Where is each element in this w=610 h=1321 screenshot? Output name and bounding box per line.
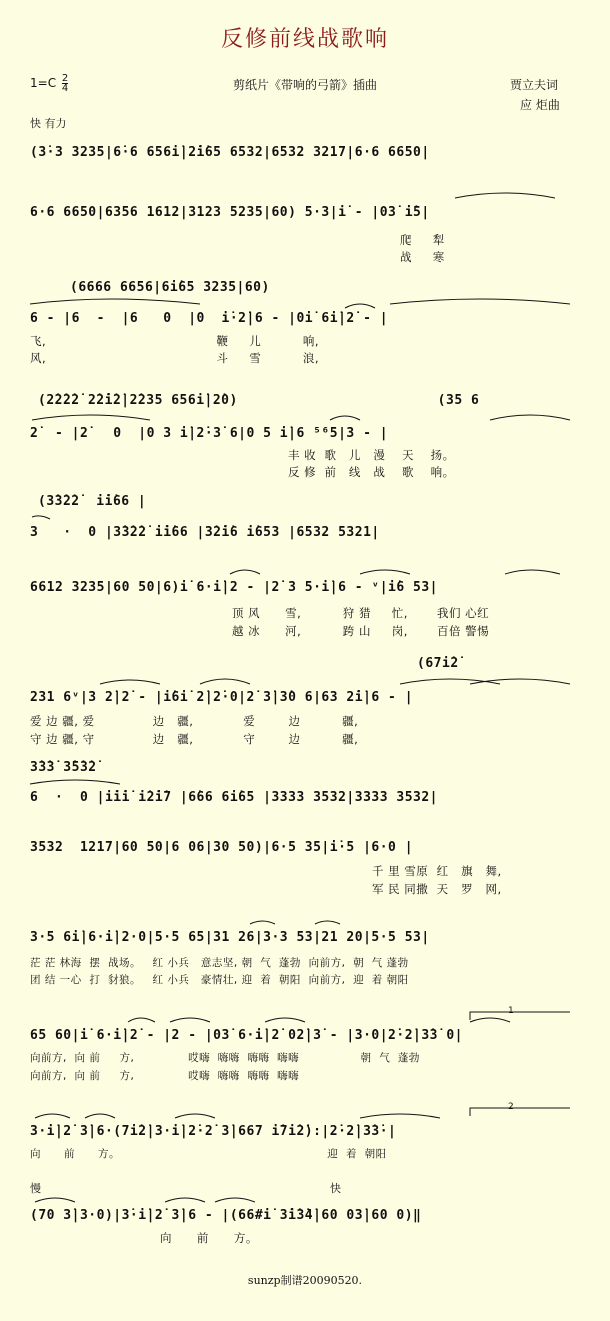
slur: [455, 193, 555, 198]
composer: 应 炬曲: [520, 98, 560, 112]
score-row-8: 3 · 0 |3̇3̇2̇2̇ i̇i̇66 |3̇2̇i̇6 i̇653 |6532 5321|: [30, 525, 380, 540]
time-denominator: 4: [61, 83, 69, 94]
score-row-15: 3·5 6i̇|6·i̇|2·0|5·5 65|31 26|3·3 53|21 20|5·5 53|: [30, 930, 430, 945]
slur: [128, 1018, 155, 1022]
slur: [360, 570, 410, 574]
score-row-1: (3̇·3 3235|6̇·6 656i̇|2̇i̇65 6532|6532 3217|6·6 6650|: [30, 145, 430, 160]
lyric-line: 军 民 同撒 天 罗 网,: [372, 882, 502, 896]
slur: [32, 516, 50, 519]
footer-credit: sunzp制谱20090520.: [247, 1274, 363, 1287]
slur: [390, 299, 570, 304]
subtitle: 剪纸片《带响的弓箭》插曲: [232, 78, 377, 92]
score-row-9: 6612 3235|60 50|6)i̇ 6·i̇|2 - |2̇ 3 5·i̇|6 - ᵛ|i̇6 53|: [30, 580, 439, 595]
lyric-line: 风, 斗 雪 浪,: [30, 351, 320, 365]
slur: [170, 1018, 210, 1022]
lyric-line: 向前方, 向 前 方, 哎嗨 嗨嗨 嗨嗨 嗨嗨 朝 气 蓬勃: [30, 1052, 420, 1064]
slur: [505, 570, 560, 574]
lyric-line: 越 冰 河, 跨 山 岗, 百倍 警惕: [232, 624, 490, 638]
slur: [85, 1114, 115, 1118]
lyric-line: 向 前 方。 迎 着 朝阳: [30, 1148, 387, 1160]
slur: [32, 415, 150, 420]
score-row-14: 3532 1217|60 50|6 06|30 50)|6·5 35|i̇·5 |6·0 |: [30, 840, 414, 855]
slur: [470, 679, 570, 684]
score-row-11: 231 6ᵛ|3 2̇|2̇ - |i̇6i̇ 2̇|2̇·0|2̇ 3̇|3̇0 6|63 2̇i̇|6 - |: [30, 690, 414, 705]
lyric-line: 战 寒: [400, 250, 445, 264]
slur: [265, 1018, 305, 1022]
volta-bracket-2: [470, 1108, 570, 1116]
tempo-fast: 快: [330, 1182, 341, 1195]
lyric-line: 千 里 雪原 红 旗 舞,: [372, 864, 502, 878]
page-title: 反修前线战歌响: [220, 27, 389, 52]
volta-2: 2: [508, 1102, 515, 1112]
score-row-17: 3·i̇|2̇ 3̇|6·(7i̇2̇|3·i̇|2̇·2̇ 3̇|667 i̇7i̇2̇):|2̇·2̇|3̇3̇·|: [30, 1124, 397, 1139]
slur: [330, 416, 360, 420]
score-row-10: (67i̇2̇: [34, 656, 459, 671]
time-numerator: 2: [61, 73, 69, 84]
slur: [100, 680, 160, 684]
lyric-line: 守 边 疆, 守 边 疆, 守 边 疆,: [30, 732, 359, 746]
score-row-13: 6 · 0 |i̇i̇i̇ i̇2̇i̇7 |6̇66 6i̇65 |3333 3532|3333 3532|: [30, 790, 439, 805]
lyric-line: 爱 边 疆, 爱 边 疆, 爱 边 疆,: [30, 714, 359, 728]
lyric-line: 反 修 前 线 战 歌 响。: [288, 465, 455, 479]
slur: [30, 780, 120, 784]
slur: [175, 1114, 215, 1118]
lyric-line: 团 结 一心 打 豺狼。 红 小兵 豪情壮, 迎 着 朝阳 向前方, 迎 着 朝阳: [30, 974, 409, 986]
score-row-16: 65 60|i̇ 6·i̇|2̇ - |2 - |03̇ 6·i̇|2̇ 02̇|3̇ - |3·0|2̇·2̇|3̇3̇ 0|: [30, 1028, 463, 1043]
lyric-line: 丰 收 歌 儿 漫 天 扬。: [288, 448, 455, 462]
tempo-slow: 慢: [30, 1182, 41, 1195]
score-row-4: 6 - |6 - |6 0 |0 i̇·2̇|6 - |0i̇ 6i̇|2̇ - |: [30, 311, 389, 326]
lyric-line: 向前方, 向 前 方, 哎嗨 嗨嗨 嗨嗨 嗨嗨: [30, 1070, 300, 1082]
lyricist: 贾立夫词: [510, 78, 559, 92]
slur: [200, 679, 250, 684]
tempo-marking: 快 有力: [30, 117, 67, 130]
slur: [315, 921, 340, 924]
slur: [400, 679, 500, 684]
key-label: 1=C: [30, 76, 57, 90]
slur: [35, 1114, 70, 1118]
slur: [490, 415, 570, 420]
volta-bracket-1: [470, 1012, 570, 1020]
slur: [470, 1018, 510, 1022]
score-row-7: (3̇3̇2̇2̇ i̇i̇66 |: [38, 494, 147, 509]
slur: [215, 1198, 255, 1202]
lyric-line: 茫 茫 林海 摆 战场。 红 小兵 意志坚, 朝 气 蓬勃 向前方, 朝 气 蓬勃: [30, 957, 409, 969]
slur: [165, 1198, 205, 1202]
slur: [35, 1198, 75, 1202]
score-row-18: (70 3̇|3·0)|3̇·i̇|2̇ 3̇|6 - |(66#i̇ 3̇i̇3̇4̇|60 03̇|60 0)‖: [30, 1208, 422, 1223]
score-row-6: 2̇ - |2̇ 0 |0 3 i̇|2̇·3̇ 6|0 5 i̇|6 ⁵⁶5|3 - |: [30, 426, 389, 441]
score-row-5: (2̇2̇2̇2̇ 2̇2̇i̇2̇|2̇235 656i̇|2̇0) (35 6: [38, 393, 480, 408]
slur: [30, 299, 200, 304]
score-row-2: 6·6 6650|6356 1612|3123 5235|60) 5·3|i̇ - |03̇ i̇5|: [30, 205, 430, 220]
score-row-3: (6666 6656|6i̇65 3235|60): [70, 280, 270, 295]
slur: [230, 570, 260, 574]
lyric-line: 顶 风 雪, 狩 猎 忙, 我们 心红: [232, 606, 490, 620]
lyric-line: 爬 犁: [400, 233, 445, 247]
slur: [360, 1114, 440, 1118]
lyric-line: 飞, 鞭 儿 响,: [30, 334, 320, 348]
lyric-line: 向 前 方。: [160, 1231, 258, 1245]
volta-1: 1: [508, 1006, 515, 1016]
slur: [345, 304, 375, 308]
slur: [250, 921, 275, 924]
score-row-12: 3̇3̇3̇ 3̇5̇3̇2̇: [30, 760, 97, 775]
